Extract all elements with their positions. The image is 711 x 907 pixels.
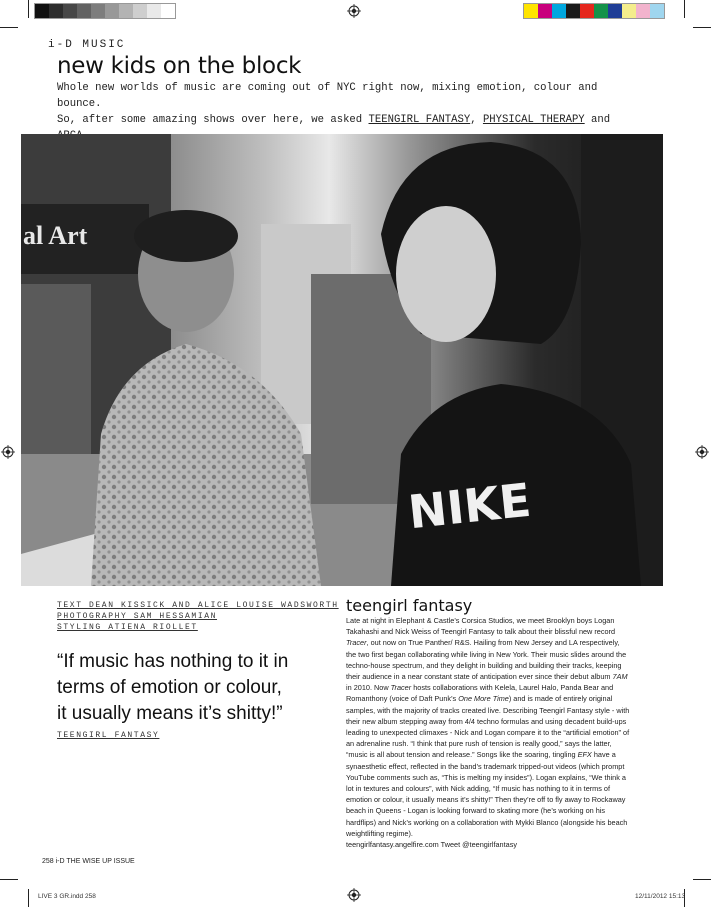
- crop-mark: [693, 27, 711, 28]
- intro-line: Whole new worlds of music are coming out of NYC right now, mixing emotion, colour and bounce.: [57, 82, 598, 110]
- crop-mark: [684, 0, 685, 18]
- color-swatch: [35, 4, 49, 18]
- pull-quote-credit: TEENGIRL FANTASY: [57, 731, 160, 740]
- color-swatch-bar: [523, 3, 665, 19]
- band-teengirl-fantasy: TEENGIRL FANTASY: [368, 114, 471, 126]
- gray-swatch-bar: [34, 3, 176, 19]
- shirt-logo: NIKE: [405, 472, 534, 540]
- credit-photography: PHOTOGRAPHY SAM HESSAMIAN: [57, 612, 218, 621]
- color-swatch: [622, 4, 636, 18]
- registration-mark-icon: [1, 445, 15, 459]
- color-swatch: [147, 4, 161, 18]
- crop-mark: [0, 27, 18, 28]
- color-swatch: [552, 4, 566, 18]
- article-body: [346, 615, 630, 850]
- pull-quote: [57, 649, 327, 727]
- separator: and: [584, 114, 611, 126]
- crop-mark: [0, 879, 18, 880]
- color-swatch: [608, 4, 622, 18]
- pull-quote-line: terms of emotion or colour,: [57, 677, 282, 698]
- page-title: new kids on the block: [57, 53, 302, 79]
- band-photo: [21, 134, 663, 586]
- color-swatch: [91, 4, 105, 18]
- color-swatch: [63, 4, 77, 18]
- color-swatch: [49, 4, 63, 18]
- article-links: teengirlfantasy.angelfire.com Tweet @teengirlfantasy: [346, 840, 518, 850]
- body-text: ) and is made of entirely original samples, with the majority of tracks created live. Describing Teengirl Fantasy style - with their new album stepping away from 4/4 techno formulas and using decadent build-ups leading to unexpected climaxes - Nick and Logan compare it to the “artificial emotion” of an adrenaline rush. “I think that pure rush of tension is really good,” says the latter, “music is all about tension and release.” Songs like the soaring, tingling: [346, 694, 630, 760]
- body-text: have a synaesthetic effect, reflected in the band’s trademark tripped-out videos (which prompt YouTube comments such as, “This is melting my insides”). Logan explains, “We think a lot in textures and colours”, with Nick adding, “If music has nothing to it in terms of emotion or colour, it usually means it’s shitty!” Then they’re off to fly away to Rockaway beach in Queens - Logan is looking forward to skating more (he’s working on his hardflips) and Nick’s working on a collaboration with Mykki Blanco (alongside his beach weightlifting regime).: [346, 750, 628, 838]
- color-swatch: [161, 4, 175, 18]
- color-swatch: [119, 4, 133, 18]
- credit-styling: STYLING ATIENA RIOLLET: [57, 623, 198, 632]
- color-swatch: [636, 4, 650, 18]
- color-swatch: [105, 4, 119, 18]
- album-title: Tracer: [390, 683, 412, 693]
- album-title: Tracer: [346, 638, 367, 648]
- band-physical-therapy: PHYSICAL THERAPY: [482, 114, 585, 126]
- photo-illustration: [21, 134, 663, 586]
- file-slug: LIVE 3 GR.indd 258: [38, 893, 96, 900]
- crop-mark: [28, 889, 29, 907]
- color-swatch: [538, 4, 552, 18]
- body-text: in 2010. Now: [346, 683, 391, 693]
- color-swatch: [594, 4, 608, 18]
- body-text: , out now on True Panther/ R&S. Hailing from New Jersey and LA respectively, the two first began collaborating while living in New York. Their music slides around the techno-house spectrum, and they delight in building and building their tracks, keeping their audience in a near constant state of anticipation ever since their debut album: [346, 638, 627, 682]
- color-swatch: [566, 4, 580, 18]
- registration-mark-icon: [347, 4, 361, 18]
- body-text: Late at night in Elephant & Castle’s Corsica Studios, we meet Brooklyn boys Logan Takahashi and Nick Weiss of Teengirl Fantasy to talk about their blissful new record: [346, 616, 616, 637]
- album-title: 7AM: [612, 672, 628, 682]
- crop-mark: [693, 879, 711, 880]
- credit-text: TEXT DEAN KISSICK AND ALICE LOUISE WADSWORTH: [57, 601, 339, 610]
- registration-mark-icon: [695, 445, 709, 459]
- intro-fragment: So, after some amazing shows over here, we asked: [57, 114, 369, 126]
- article-title: teengirl fantasy: [346, 596, 473, 615]
- credits: [57, 600, 339, 633]
- color-swatch: [77, 4, 91, 18]
- registration-mark-icon: [347, 888, 361, 902]
- color-swatch: [650, 4, 664, 18]
- file-timestamp: 12/11/2012 15:13: [635, 893, 686, 900]
- color-swatch: [580, 4, 594, 18]
- body-text: hosts collaborations with Kelela, Laurel Halo, Panda Bear and Romanthony (voice of Daft Punk’s: [346, 683, 614, 704]
- color-swatch: [133, 4, 147, 18]
- crop-mark: [28, 0, 29, 18]
- separator: ,: [470, 114, 483, 126]
- pull-quote-line: it usually means it’s shitty!”: [57, 703, 283, 724]
- store-sign: al Art: [23, 221, 88, 250]
- page-folio: 258 i-D THE WISE UP ISSUE: [42, 858, 135, 865]
- color-swatch: [524, 4, 538, 18]
- pull-quote-line: “If music has nothing to it in: [57, 651, 289, 672]
- song-title: EFX: [577, 750, 592, 760]
- section-label: i-D MUSIC: [48, 39, 126, 51]
- song-title: One More Time: [458, 694, 509, 704]
